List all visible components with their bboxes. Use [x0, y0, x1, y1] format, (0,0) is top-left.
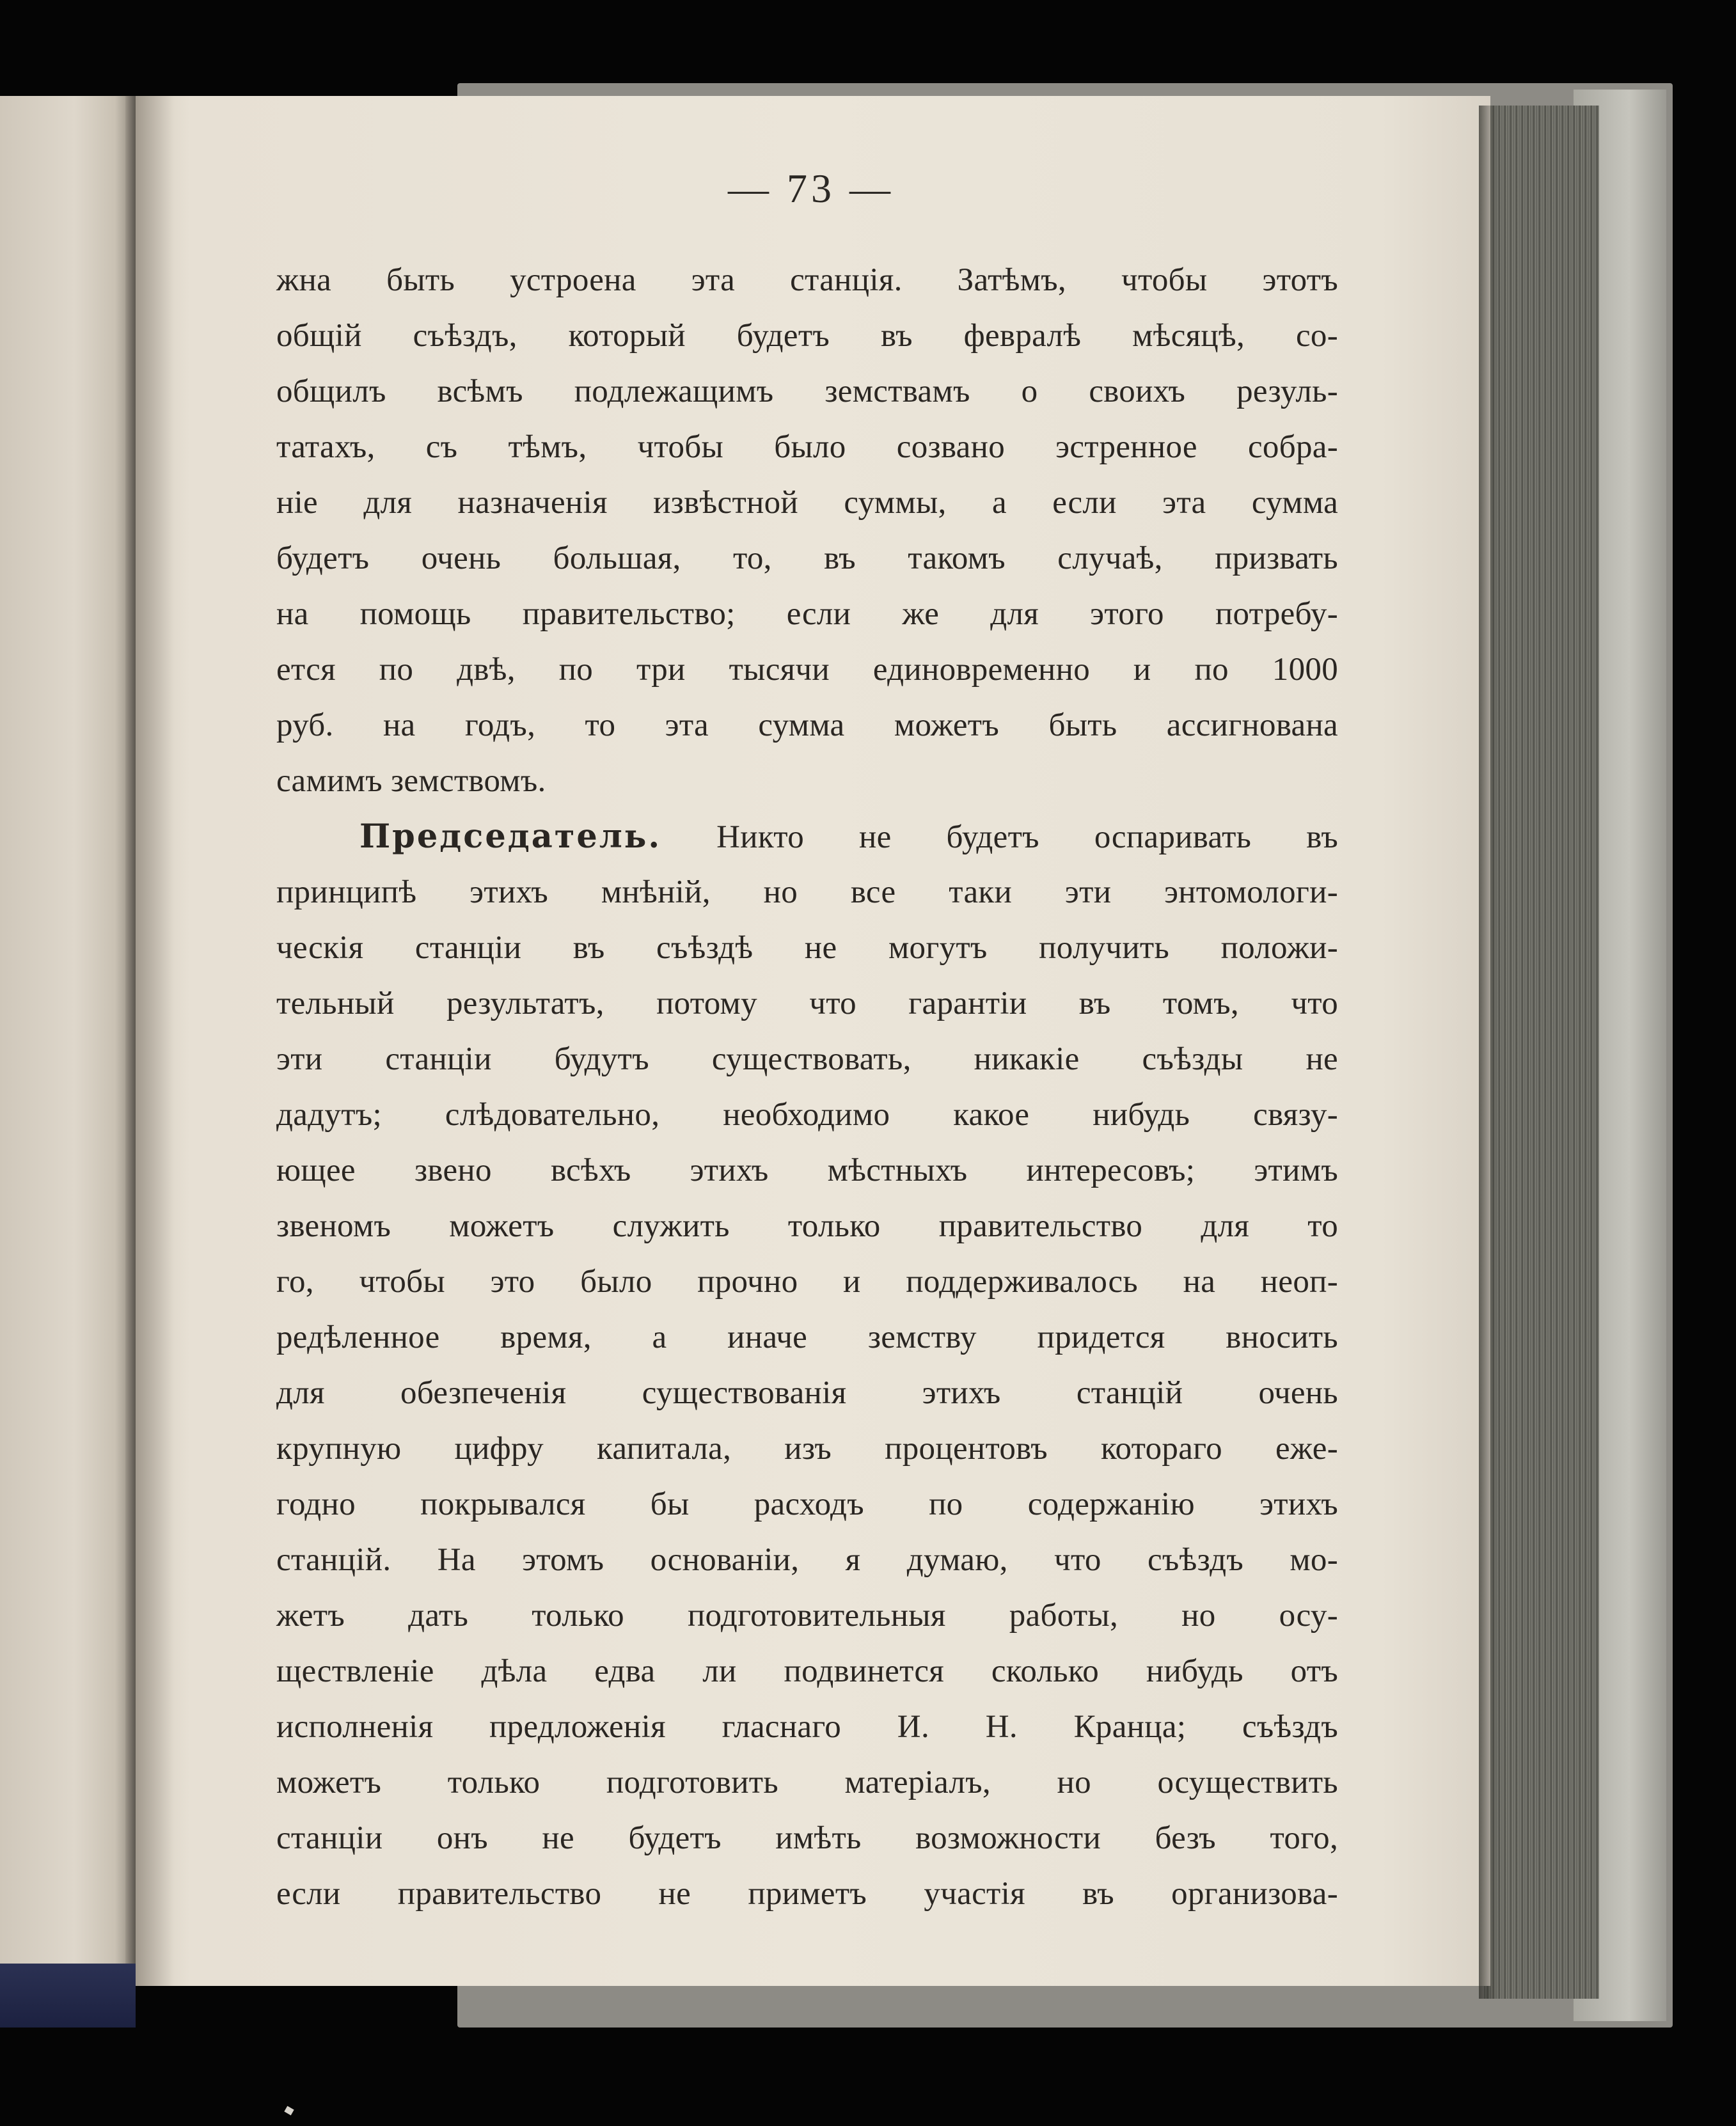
text-line: годно покрывался бы расходъ по содержанію этихъ: [276, 1486, 1338, 1522]
speaker-line-text: Никто не будетъ оспаривать въ: [716, 819, 1338, 855]
page-text: [276, 253, 1338, 1922]
text-line: жна быть устроена эта станція. Затѣмъ, чтобы этотъ: [276, 262, 1338, 298]
scan-speck: [284, 2106, 294, 2116]
text-line: общилъ всѣмъ подлежащимъ земствамъ о своихъ резуль-: [276, 374, 1338, 409]
text-line: будетъ очень большая, то, въ такомъ случаѣ, призвать: [276, 540, 1338, 576]
page-edge-shadow: [1479, 106, 1498, 1999]
text-line: редѣленное время, а иначе земству придется вносить: [276, 1319, 1338, 1355]
text-line: го, чтобы это было прочно и поддерживалось на неоп-: [276, 1264, 1338, 1300]
text-line: для обезпеченія существованія этихъ станцій очень: [276, 1375, 1338, 1411]
text-line: ющее звено всѣхъ этихъ мѣстныхъ интересовъ; этимъ: [276, 1153, 1338, 1188]
text-line: можетъ только подготовить матеріалъ, но осуществить: [276, 1765, 1338, 1800]
text-line: исполненія предложенія гласнаго И. Н. Кранца; съѣздъ: [276, 1709, 1338, 1745]
text-line: станціи онъ не будетъ имѣть возможности безъ того,: [276, 1820, 1338, 1856]
text-line: руб. на годъ, то эта сумма можетъ быть ассигнована: [276, 707, 1338, 743]
text-line: ществленіе дѣла едва ли подвинется сколько нибудь отъ: [276, 1653, 1338, 1689]
page-number: — 73 —: [728, 166, 894, 211]
text-line: крупную цифру капитала, изъ процентовъ котораго еже-: [276, 1431, 1338, 1467]
text-line: ется по двѣ, по три тысячи единовременно и по 1000: [276, 652, 1338, 688]
text-line: тельный результатъ, потому что гарантіи въ томъ, что: [276, 986, 1338, 1021]
speaker-name: Председатель.: [359, 817, 662, 856]
text-line: жетъ дать только подготовительныя работы, но осу-: [276, 1598, 1338, 1634]
left-facing-page: [0, 96, 136, 1964]
page-fore-edges: [1484, 106, 1599, 1999]
text-line: звеномъ можетъ служить только правительство для то: [276, 1208, 1338, 1244]
text-line: татахъ, съ тѣмъ, чтобы было созвано эстренное собра-: [276, 429, 1338, 465]
text-line: ніе для назначенія извѣстной суммы, а если эта сумма: [276, 485, 1338, 521]
text-line: на помощь правительство; если же для этого потребу-: [276, 596, 1338, 632]
text-line: принципѣ этихъ мнѣній, но все таки эти энтомологи-: [276, 874, 1338, 910]
text-line: эти станціи будутъ существовать, никакіе съѣзды не: [276, 1041, 1338, 1077]
text-line: ческія станціи въ съѣздѣ не могутъ получить положи-: [276, 930, 1338, 966]
text-line: если правительство не приметъ участія въ организова-: [276, 1876, 1338, 1912]
speaker-line: [276, 809, 1338, 865]
gutter-shadow: [136, 96, 174, 1986]
text-line: самимъ земствомъ.: [276, 763, 546, 799]
text-line: дадутъ; слѣдовательно, необходимо какое нибудь связу-: [276, 1097, 1338, 1133]
text-line: общій съѣздъ, который будетъ въ февралѣ мѣсяцѣ, со-: [276, 318, 1338, 354]
left-cover-edge: [0, 1964, 136, 2028]
text-line: станцій. На этомъ основаніи, я думаю, что съѣздъ мо-: [276, 1542, 1338, 1578]
